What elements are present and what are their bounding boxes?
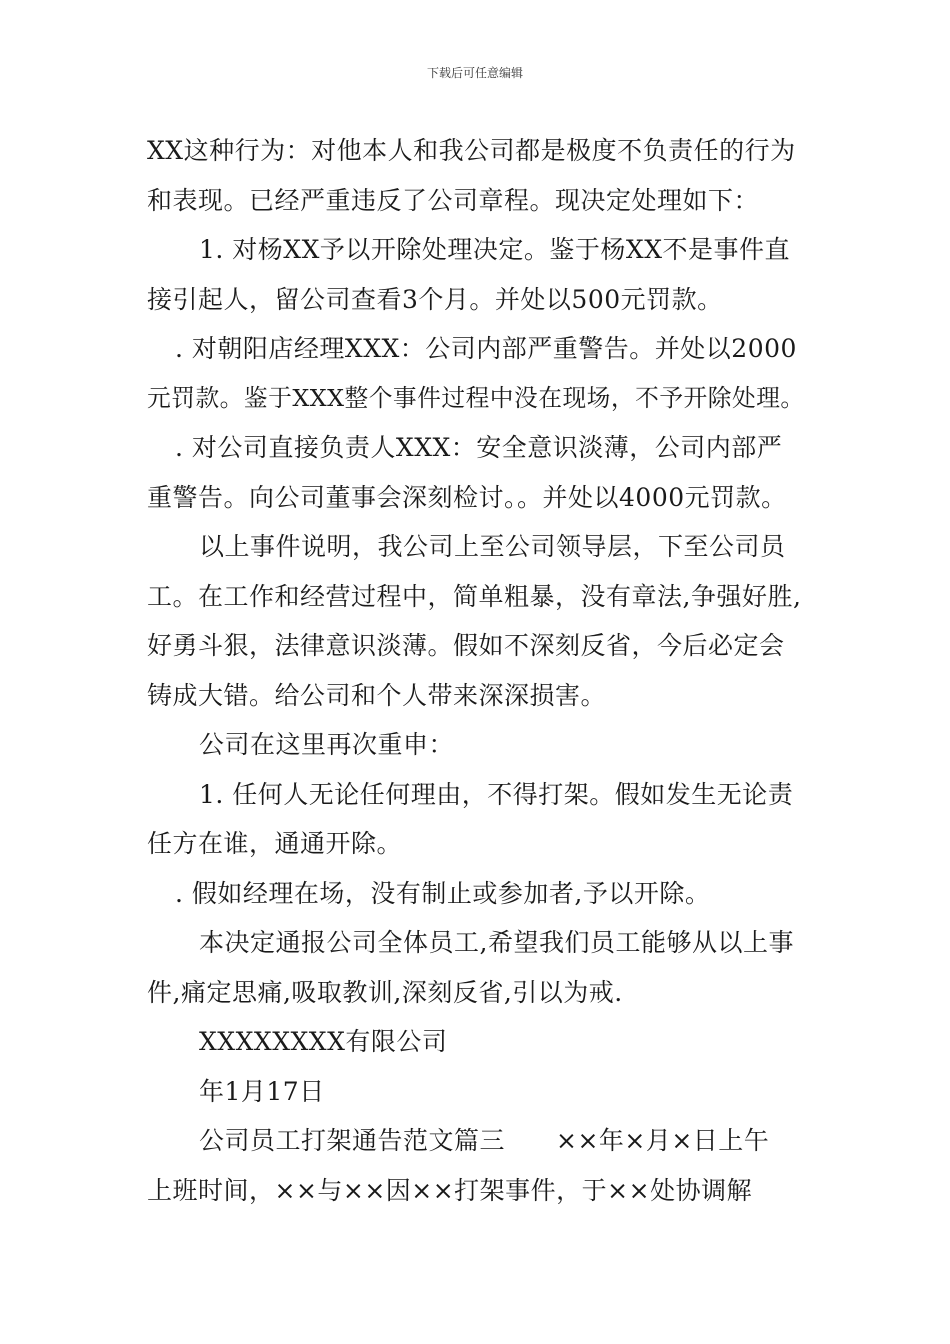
text-line: 本决定通报公司全体员工,希望我们员工能够从以上事 <box>199 928 794 957</box>
text-line: 接引起人，留公司查看3个月。并处以500元罚款。 <box>147 284 723 314</box>
text-line: 公司员工打架通告范文篇三 ××年×月×日上午 <box>199 1126 770 1155</box>
text-line: . 对朝阳店经理XXX：公司内部严重警告。并处以2000 <box>175 334 797 363</box>
page-header: 下载后可任意编辑 <box>426 66 523 80</box>
text-line: 1. 任何人无论任何理由，不得打架。假如发生无论责 <box>199 779 794 809</box>
document-date: 年1月17日 <box>199 1076 325 1106</box>
text-line: 和表现。已经严重违反了公司章程。现决定处理如下： <box>147 185 760 215</box>
text-line: 重警告。向公司董事会深刻检讨。。并处以4000元罚款。 <box>147 482 787 512</box>
text-line: 元罚款。鉴于XXX整个事件过程中没在现场，不予开除处理。 <box>147 383 805 412</box>
text-line: 1. 对杨XX予以开除处理决定。鉴于杨XX不是事件直 <box>199 235 790 264</box>
text-line: 件,痛定思痛,吸取教训,深刻反省,引以为戒. <box>147 977 623 1007</box>
text-line: 铸成大错。给公司和个人带来深深损害。 <box>147 680 607 710</box>
text-line: 好勇斗狠，法律意识淡薄。假如不深刻反省，今后必定会 <box>147 631 785 660</box>
text-line: . 对公司直接负责人XXX：安全意识淡薄，公司内部严 <box>175 433 783 462</box>
text-line: 公司在这里再次重申： <box>199 730 455 759</box>
text-line: XX这种行为：对他本人和我公司都是极度不负责任的行为 <box>147 136 796 165</box>
text-line: . 假如经理在场，没有制止或参加者,予以开除。 <box>175 878 711 908</box>
text-line: 工。在工作和经营过程中，简单粗暴，没有章法,争强好胜, <box>147 581 802 611</box>
company-signature: XXXXXXXX有限公司 <box>199 1027 448 1056</box>
document-body <box>147 126 817 1215</box>
text-line: 上班时间，××与××因××打架事件，于××处协调解 <box>147 1175 753 1205</box>
text-line: 以上事件说明，我公司上至公司领导层，下至公司员 <box>199 532 786 561</box>
text-line: 任方在谁，通通开除。 <box>147 829 403 858</box>
